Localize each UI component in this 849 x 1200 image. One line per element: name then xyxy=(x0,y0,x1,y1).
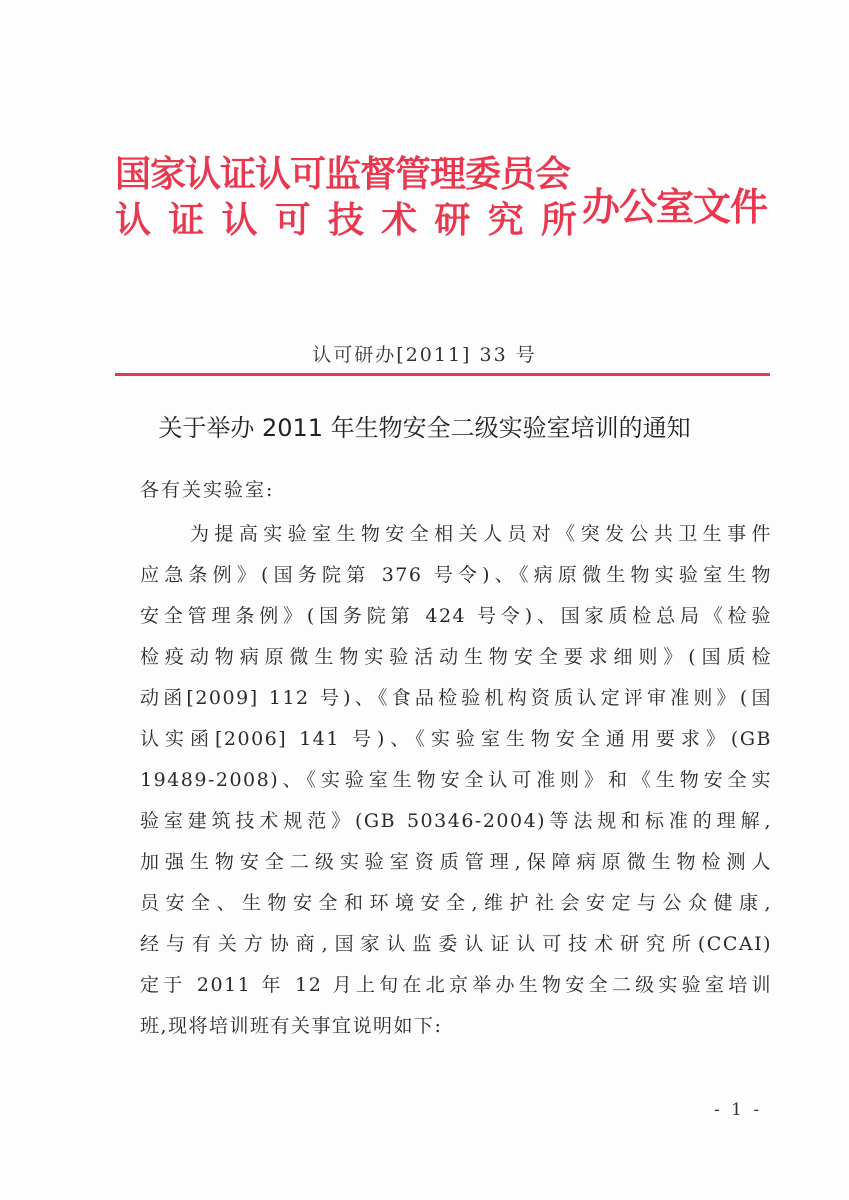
body-line: 安全管理条例》(国务院第 424 号令)、国家质检总局《检验 xyxy=(140,605,772,627)
body-line: 19489-2008)、《实验室生物安全认可准则》和《生物安全实 xyxy=(140,769,772,791)
body-line: 认实函[2006] 141 号)、《实验室生物安全通用要求》(GB xyxy=(140,728,772,750)
document-title: 关于举办 2011 年生物安全二级实验室培训的通知 xyxy=(158,414,691,442)
document-type-label: 办公室文件 xyxy=(582,185,768,229)
org-char: 究 xyxy=(487,200,524,241)
document-number: 认可研办[2011] 33 号 xyxy=(312,344,537,366)
org-char: 可 xyxy=(274,200,311,241)
body-line: 加强生物安全二级实验室资质管理,保障病原微生物检测人 xyxy=(140,851,772,873)
org-char: 认 xyxy=(115,200,152,241)
issuing-organizations xyxy=(115,152,585,244)
org-char: 技 xyxy=(327,200,364,241)
body-line: 验室建筑技术规范》(GB 50346-2004)等法规和标准的理解, xyxy=(140,810,772,832)
body-line: 为提高实验室生物安全相关人员对《突发公共卫生事件 xyxy=(190,523,772,545)
page-number: - 1 - xyxy=(714,1100,763,1120)
salutation: 各有关实验室: xyxy=(140,479,275,501)
org-char: 术 xyxy=(381,200,418,241)
body-paragraph xyxy=(140,514,772,1047)
body-line: 应急条例》(国务院第 376 号令)、《病原微生物实验室生物 xyxy=(140,564,772,586)
body-line: 班,现将培训班有关事宜说明如下: xyxy=(140,1015,443,1037)
org-char: 认 xyxy=(221,200,258,241)
org-char: 所 xyxy=(540,200,577,241)
body-line: 定于 2011 年 12 月上旬在北京举办生物安全二级实验室培训 xyxy=(140,974,772,996)
org-char: 证 xyxy=(168,200,205,241)
body-line: 动函[2009] 112 号)、《食品检验机构资质认定评审准则》(国 xyxy=(140,687,772,709)
org-char: 研 xyxy=(434,200,471,241)
body-line: 检疫动物病原微生物实验活动生物安全要求细则》(国质检 xyxy=(140,646,772,668)
body-line: 员安全、生物安全和环境安全,维护社会安定与公众健康, xyxy=(140,892,772,914)
org-name-cnca: 国家认证认可监督管理委员会 xyxy=(115,154,571,195)
red-divider xyxy=(115,373,770,376)
org-name-ccai xyxy=(115,198,577,244)
body-line: 经与有关方协商,国家认监委认证认可技术研究所(CCAI) xyxy=(140,933,772,955)
